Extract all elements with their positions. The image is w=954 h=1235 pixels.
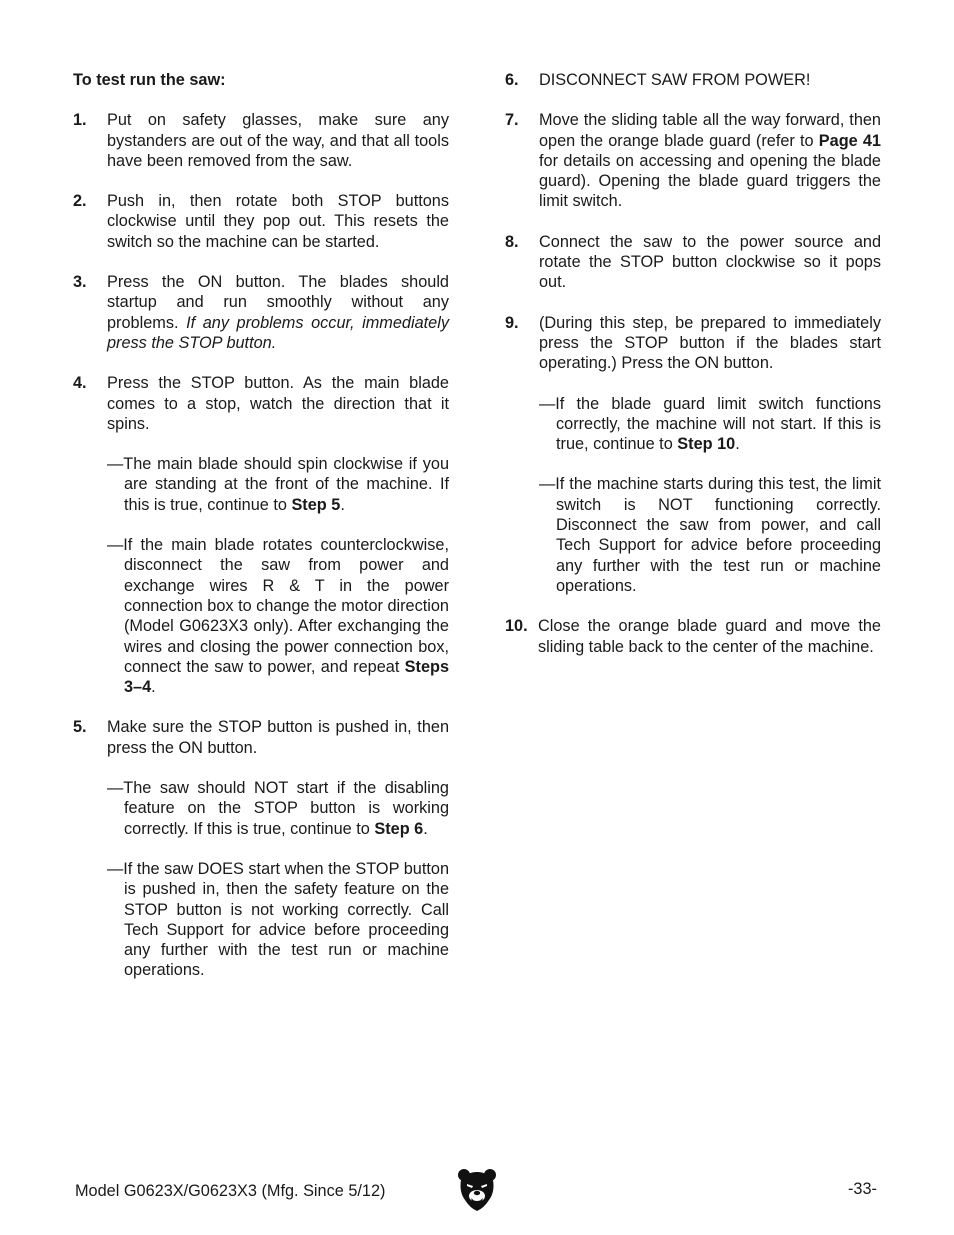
- step-9: [505, 313, 881, 374]
- step-7: [505, 110, 881, 211]
- step-text-wrap: [539, 110, 881, 211]
- step-number: 9.: [505, 313, 519, 332]
- note-end: .: [151, 678, 156, 697]
- step-reference: Step 5: [291, 495, 341, 514]
- step-number: 2.: [73, 192, 87, 211]
- step-number: 10.: [505, 617, 528, 636]
- step-text-wrap: [107, 272, 449, 353]
- step-text: (During this step, be prepared to immediately press the STOP button if the blades start operating.) Press the ON button.: [539, 313, 881, 373]
- page-number: -33-: [848, 1180, 877, 1198]
- note-end: .: [423, 819, 428, 838]
- right-column: [505, 70, 881, 677]
- step-8: [505, 232, 881, 293]
- step-reference: Steps 3–4: [124, 657, 449, 697]
- step-text: Push in, then rotate both STOP buttons clockwise until they pop out. This resets the switch so the machine can be started.: [107, 192, 449, 251]
- step-text: Put on safety glasses, make sure any bystanders are out of the way, and that all tools have been removed from the saw.: [107, 111, 449, 170]
- note-text: —If the main blade rotates counterclockwise, disconnect the saw from power and exchange wires R & T in the power connection box to change the motor direction (Model G0623X3 only). After exchanging the wires and closing the power connection box, connect the saw to power, and repeat: [107, 536, 449, 676]
- step-number: 4.: [73, 374, 87, 393]
- step-4-note-2: [107, 535, 449, 697]
- step-text: Connect the saw to the power source and rotate the STOP button clockwise so it pops out.: [539, 232, 881, 292]
- step-text: Move the sliding table all the way forward, then open the orange blade guard (refer to: [539, 111, 881, 150]
- step-reference: Step 6: [374, 819, 424, 838]
- note-text: —If the saw DOES start when the STOP button is pushed in, then the safety feature on the STOP button is not working correctly. Call Tech Support for advice before proceeding any further with the test run or machine operations.: [107, 859, 449, 980]
- step-5: [73, 717, 449, 758]
- step-4-note-1: [107, 454, 449, 515]
- step-warning: If any problems occur, immediately press the STOP button.: [107, 313, 449, 352]
- note-text: —The main blade should spin clockwise if you are standing at the front of the machine. If this is true, continue to: [107, 455, 449, 514]
- section-heading: To test run the saw:: [73, 71, 226, 89]
- step-number: 1.: [73, 111, 87, 130]
- step-1: [73, 110, 449, 171]
- step-9-note-1: [539, 394, 881, 455]
- note-end: .: [735, 435, 740, 454]
- note-text: —If the machine starts during this test, the limit switch is NOT functioning correctly. Disconnect the saw from power, and call Tech Support for advice before proceeding any further with the test run or machine operations.: [539, 475, 881, 595]
- step-text: Press the STOP button. As the main blade comes to a stop, watch the direction that it spins.: [107, 374, 449, 433]
- step-text: Close the orange blade guard and move the sliding table back to the center of the machine.: [538, 617, 881, 656]
- step-number: 7.: [505, 111, 519, 130]
- step-number: 5.: [73, 718, 87, 737]
- step-number: 8.: [505, 232, 519, 251]
- note-text: —The saw should NOT start if the disabling feature on the STOP button is working correctly. If this is true, continue to: [107, 779, 449, 838]
- note-end: .: [340, 495, 345, 514]
- step-5-note-1: [107, 778, 449, 839]
- page-reference: Page 41: [818, 131, 881, 150]
- step-number: 6.: [505, 71, 519, 89]
- step-6: [505, 70, 881, 90]
- step-number: 3.: [73, 273, 87, 292]
- step-text: Press the ON button. The blades should startup and run smoothly without any problems.: [107, 273, 449, 332]
- step-4: [73, 373, 449, 434]
- step-10: [505, 616, 881, 657]
- left-column: [73, 70, 449, 1001]
- step-text: Make sure the STOP button is pushed in, then press the ON button.: [107, 718, 449, 757]
- step-3: [73, 272, 449, 353]
- step-5-note-2: [107, 859, 449, 981]
- step-reference: Step 10: [677, 435, 736, 454]
- bear-head-logo-icon: [457, 1168, 497, 1212]
- step-2: [73, 191, 449, 252]
- step-text: DISCONNECT SAW FROM POWER!: [539, 71, 811, 89]
- step-9-note-2: [539, 474, 881, 596]
- step-text-cont: for details on accessing and opening the blade guard). Opening the blade guard triggers the limit switch.: [539, 151, 881, 211]
- footer-model-text: Model G0623X/G0623X3 (Mfg. Since 5/12): [75, 1182, 386, 1200]
- note-text: —If the blade guard limit switch functions correctly, the machine will not start. If this is true, continue to: [539, 394, 881, 454]
